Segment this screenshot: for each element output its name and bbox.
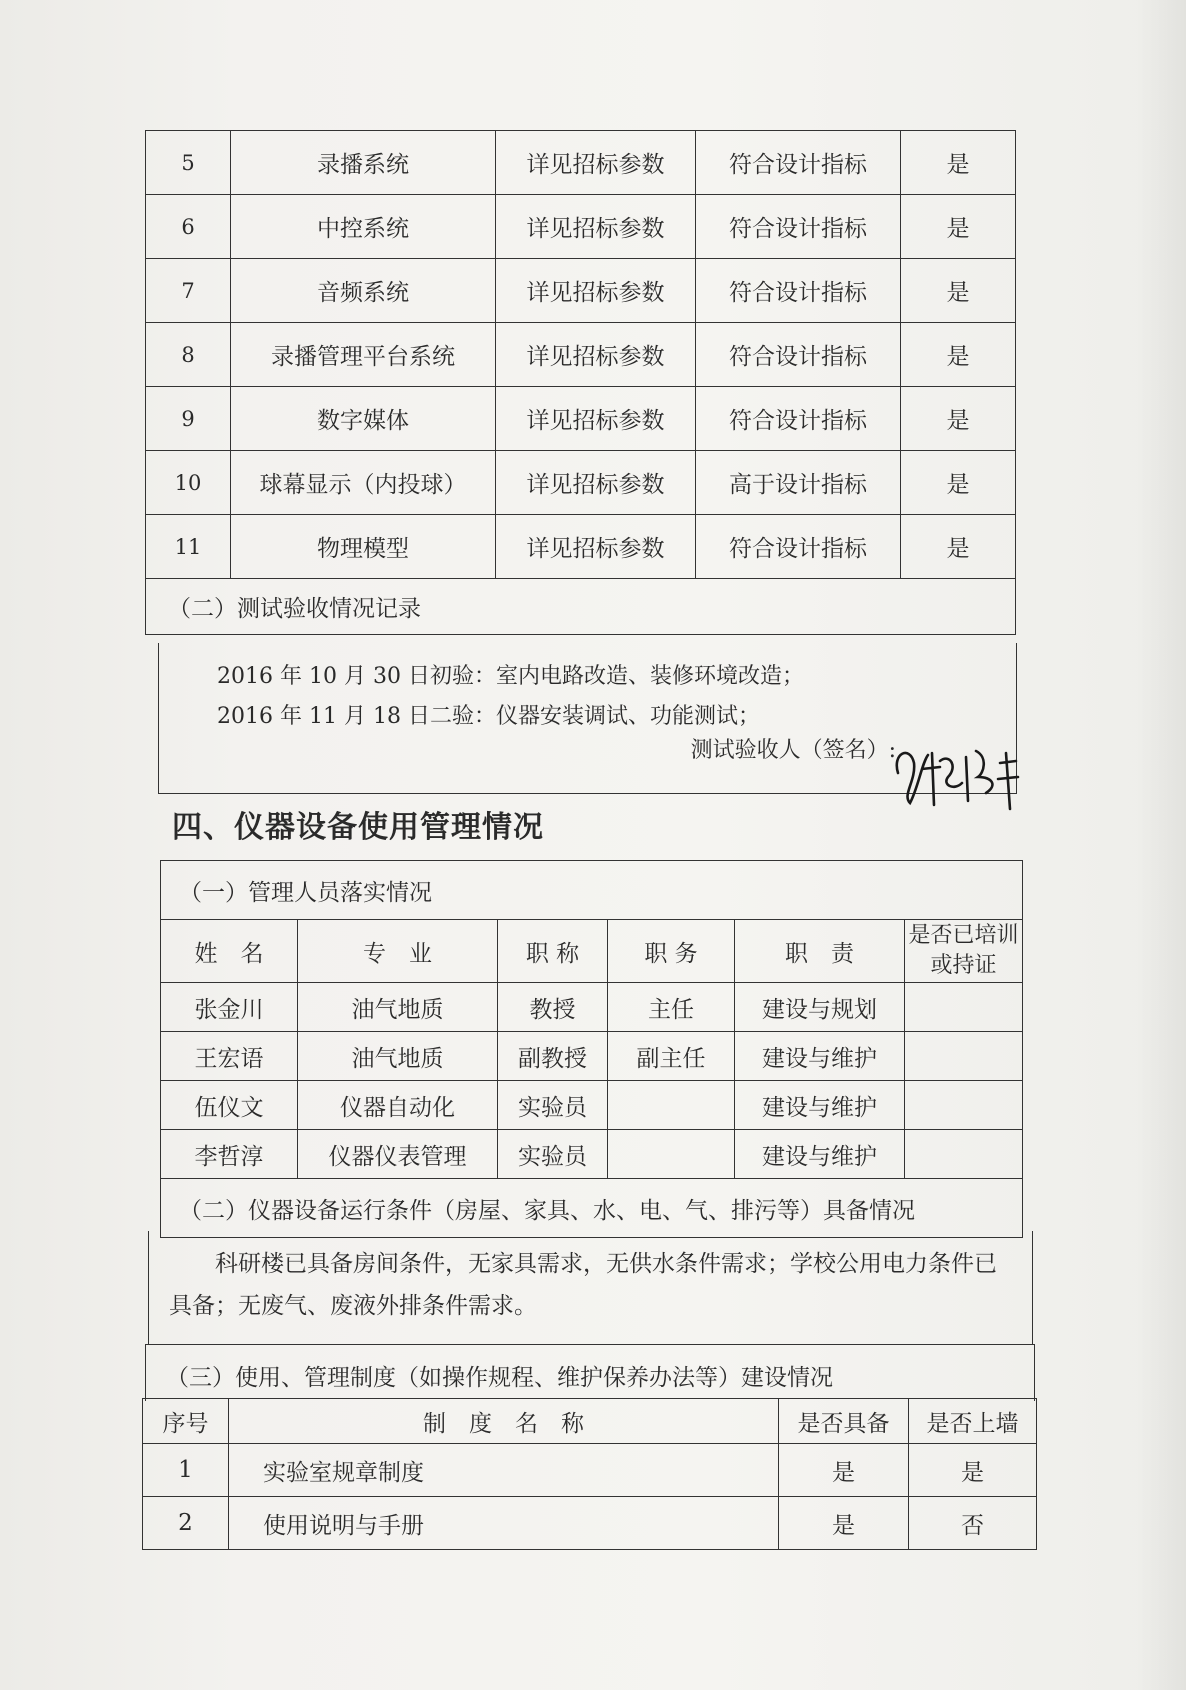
row-number: 11: [146, 515, 231, 579]
table-row: [161, 1032, 1023, 1081]
table-row: [146, 515, 1016, 579]
row-number: 6: [146, 195, 231, 259]
table-row: [146, 387, 1016, 451]
staff-duty: 建设与维护: [735, 1081, 905, 1130]
item-params: 详见招标参数: [496, 259, 696, 323]
item-params: 详见招标参数: [496, 323, 696, 387]
rule-wall: 否: [909, 1497, 1037, 1550]
item-ok: 是: [901, 515, 1016, 579]
staff-name: 张金川: [161, 983, 298, 1032]
column-header: 职 务: [608, 920, 735, 983]
item-result: 高于设计指标: [696, 451, 901, 515]
item-result: 符合设计指标: [696, 259, 901, 323]
column-header: 姓 名: [161, 920, 298, 983]
staff-title: 实验员: [498, 1130, 608, 1179]
item-params: 详见招标参数: [496, 515, 696, 579]
item-result: 符合设计指标: [696, 131, 901, 195]
staff-major: 油气地质: [298, 983, 498, 1032]
row-number: 8: [146, 323, 231, 387]
staff-cert: [905, 983, 1023, 1032]
staff-cert: [905, 1032, 1023, 1081]
staff-section-title: （一）管理人员落实情况: [161, 861, 1023, 920]
item-name: 中控系统: [231, 195, 496, 259]
staff-title: 副教授: [498, 1032, 608, 1081]
table-row: [143, 1444, 1037, 1497]
conditions-text: 科研楼已具备房间条件，无家具需求，无供水条件需求；学校公用电力条件已具备；无废气、废液外排条件需求。: [169, 1251, 997, 1319]
item-result: 符合设计指标: [696, 515, 901, 579]
page-edge-shadow: [1136, 0, 1186, 1690]
staff-major: 油气地质: [298, 1032, 498, 1081]
table-row: [161, 1081, 1023, 1130]
row-number: 5: [146, 131, 231, 195]
column-header: 是否已培训或持证: [905, 920, 1023, 983]
staff-table: [160, 860, 1023, 1238]
rule-number: 2: [143, 1497, 229, 1550]
item-ok: 是: [901, 131, 1016, 195]
section-title-row: [161, 1179, 1023, 1238]
table-row: [146, 323, 1016, 387]
table-row: [146, 259, 1016, 323]
section-heading: 四、仪器设备使用管理情况: [172, 810, 544, 845]
column-header: 是否具备: [779, 1399, 909, 1444]
rule-has: 是: [779, 1497, 909, 1550]
staff-cert: [905, 1081, 1023, 1130]
staff-major: 仪器自动化: [298, 1081, 498, 1130]
item-ok: 是: [901, 451, 1016, 515]
rules-section-title-box: [145, 1344, 1035, 1401]
test-section-title: （二）测试验收情况记录: [146, 579, 1016, 635]
test-record-line-1: 2016 年 10 月 30 日初验：室内电路改造、装修环境改造；: [217, 664, 804, 689]
item-params: 详见招标参数: [496, 131, 696, 195]
staff-name: 李哲淳: [161, 1130, 298, 1179]
item-name: 录播系统: [231, 131, 496, 195]
item-params: 详见招标参数: [496, 387, 696, 451]
table-row: [146, 131, 1016, 195]
staff-name: 王宏语: [161, 1032, 298, 1081]
staff-post: [608, 1130, 735, 1179]
item-ok: 是: [901, 387, 1016, 451]
handwritten-signature: [888, 733, 1038, 813]
section-title-row: [161, 861, 1023, 920]
column-header: 制 度 名 称: [229, 1399, 779, 1444]
item-result: 符合设计指标: [696, 323, 901, 387]
rule-name: 实验室规章制度: [229, 1444, 779, 1497]
table-row: [146, 451, 1016, 515]
row-number: 9: [146, 387, 231, 451]
conditions-section-title: （二）仪器设备运行条件（房屋、家具、水、电、气、排污等）具备情况: [161, 1179, 1023, 1238]
column-header: 职 称: [498, 920, 608, 983]
rule-name: 使用说明与手册: [229, 1497, 779, 1550]
staff-title: 教授: [498, 983, 608, 1032]
row-number: 7: [146, 259, 231, 323]
staff-post: 副主任: [608, 1032, 735, 1081]
item-name: 音频系统: [231, 259, 496, 323]
table-row: [146, 195, 1016, 259]
section-title-row: [146, 579, 1016, 635]
staff-title: 实验员: [498, 1081, 608, 1130]
staff-name: 伍仪文: [161, 1081, 298, 1130]
equipment-acceptance-table: [145, 130, 1016, 635]
item-name: 数字媒体: [231, 387, 496, 451]
table-row: [161, 1130, 1023, 1179]
rules-section-title: （三）使用、管理制度（如操作规程、维护保养办法等）建设情况: [166, 1365, 833, 1391]
conditions-box: [148, 1231, 1033, 1345]
item-name: 录播管理平台系统: [231, 323, 496, 387]
column-header: 专 业: [298, 920, 498, 983]
rules-table: [142, 1398, 1037, 1550]
header-row: [143, 1399, 1037, 1444]
staff-duty: 建设与维护: [735, 1130, 905, 1179]
item-ok: 是: [901, 323, 1016, 387]
item-ok: 是: [901, 259, 1016, 323]
item-params: 详见招标参数: [496, 451, 696, 515]
staff-cert: [905, 1130, 1023, 1179]
item-result: 符合设计指标: [696, 195, 901, 259]
row-number: 10: [146, 451, 231, 515]
column-header: 是否上墙: [909, 1399, 1037, 1444]
rule-wall: 是: [909, 1444, 1037, 1497]
staff-post: [608, 1081, 735, 1130]
staff-duty: 建设与规划: [735, 983, 905, 1032]
column-header: 序号: [143, 1399, 229, 1444]
rule-number: 1: [143, 1444, 229, 1497]
signature-label: 测试验收人（签名）:: [690, 738, 896, 763]
item-ok: 是: [901, 195, 1016, 259]
item-params: 详见招标参数: [496, 195, 696, 259]
table-row: [161, 983, 1023, 1032]
item-result: 符合设计指标: [696, 387, 901, 451]
table-row: [143, 1497, 1037, 1550]
item-name: 球幕显示（内投球）: [231, 451, 496, 515]
column-header: 职 责: [735, 920, 905, 983]
staff-major: 仪器仪表管理: [298, 1130, 498, 1179]
item-name: 物理模型: [231, 515, 496, 579]
rule-has: 是: [779, 1444, 909, 1497]
test-record-line-2: 2016 年 11 月 18 日二验：仪器安装调试、功能测试；: [217, 704, 760, 729]
header-row: [161, 920, 1023, 983]
staff-post: 主任: [608, 983, 735, 1032]
staff-duty: 建设与维护: [735, 1032, 905, 1081]
